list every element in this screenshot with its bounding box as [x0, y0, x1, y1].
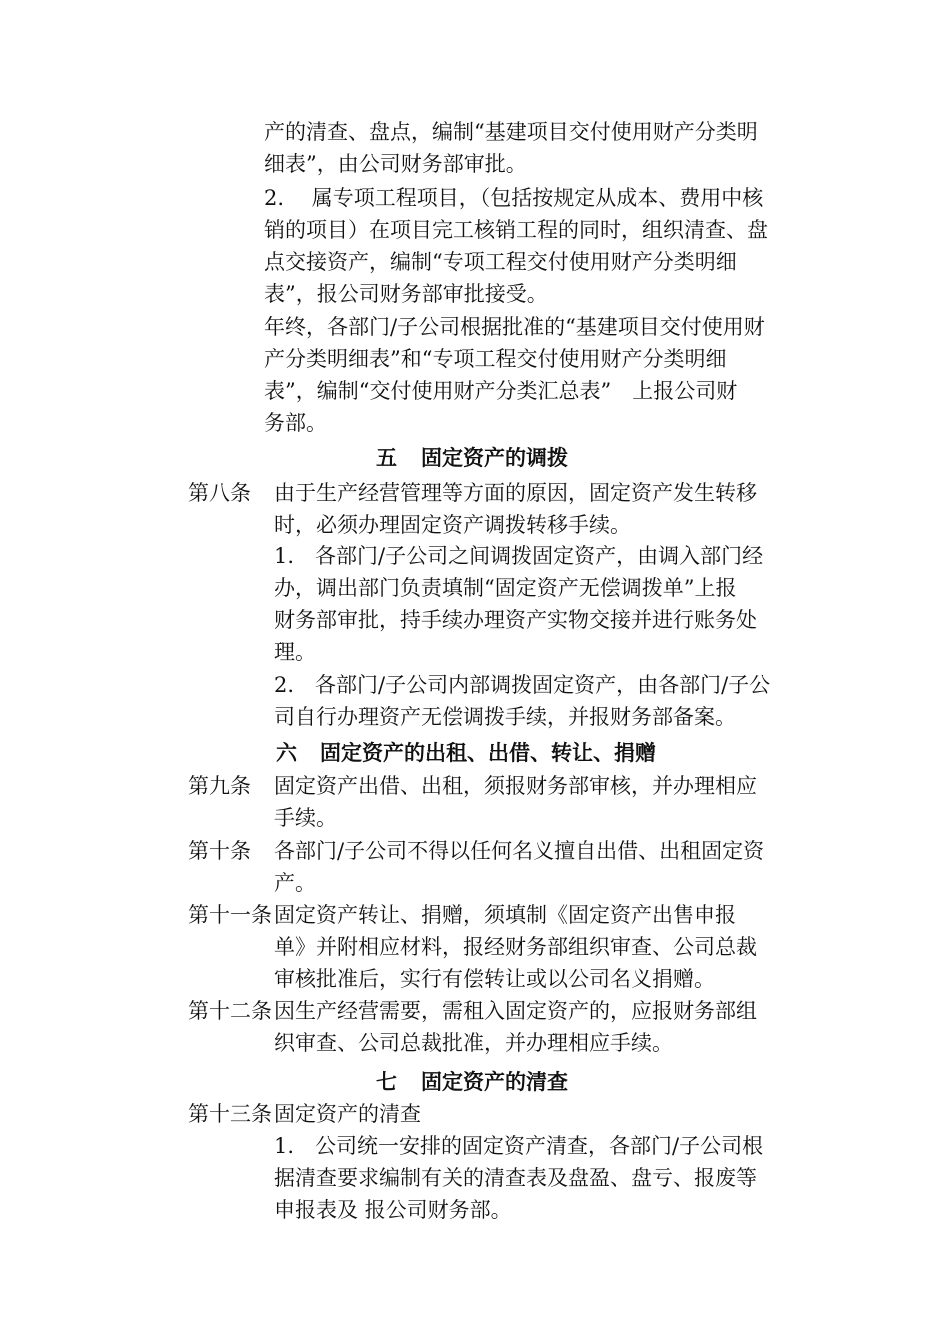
text-line: 由于生产经营管理等方面的原因，固定资产发生转移: [274, 481, 757, 505]
text-line: 司自行办理资产无偿调拨手续，并报财务部备案。: [274, 705, 736, 729]
text-line: 手续。: [274, 806, 337, 830]
text-line: 据清查要求编制有关的清查表及盘盈、盘亏、报废等: [274, 1166, 757, 1190]
text-line: 办，调出部门负责填制“固定资产无偿调拨单”上报: [274, 576, 737, 600]
section-number: 五: [376, 446, 397, 470]
text-line: 理。: [274, 640, 316, 664]
text-line: 因生产经营需要，需租入固定资产的，应报财务部组: [274, 999, 757, 1023]
article-body: [274, 995, 804, 1059]
section-title: 固定资产的调拨: [421, 446, 568, 470]
section-number: 六: [276, 741, 297, 765]
text-line: 时，必须办理固定资产调拨转移手续。: [274, 513, 631, 537]
section-title: 固定资产的清查: [421, 1070, 568, 1094]
year-end-paragraph: [264, 311, 824, 439]
article-label: 第十一条: [188, 903, 272, 927]
list-item-1-inter-department: [274, 540, 834, 668]
text-line: 各部门/子公司不得以任何名义擅自出借、出租固定资: [274, 839, 765, 863]
text-line: 产的清查、盘点，编制“基建项目交付使用财产分类明: [264, 120, 758, 144]
text-line: 固定资产的清查: [274, 1102, 421, 1126]
text-line: 1. 公司统一安排的固定资产清查，各部门/子公司根: [274, 1134, 764, 1158]
article-label: 第九条: [188, 774, 251, 798]
paragraph-continuation: [264, 116, 824, 180]
article-body: [274, 1098, 804, 1130]
list-item-1-inventory-check: [274, 1130, 834, 1226]
text-line: 务部。: [264, 411, 327, 435]
article-body: [274, 477, 804, 541]
section-title: 固定资产的出租、出借、转让、捐赠: [320, 741, 656, 765]
article-label: 第十二条: [188, 999, 272, 1023]
article-label: 第十条: [188, 839, 251, 863]
text-line: 销的项目）在项目完工核销工程的同时，组织清查、盘: [264, 218, 768, 242]
article-body: [274, 899, 804, 995]
text-line: 细表”，由公司财务部审批。: [264, 152, 527, 176]
text-line: 点交接资产，编制“专项工程交付使用财产分类明细: [264, 250, 737, 274]
text-line: 表”，编制“交付使用财产分类汇总表” 上报公司财: [264, 379, 738, 403]
text-line: 产。: [274, 871, 316, 895]
text-line: 2. 各部门/子公司内部调拨固定资产，由各部门/子公: [274, 673, 771, 697]
article-label: 第八条: [188, 481, 251, 505]
text-line: 1. 各部门/子公司之间调拨固定资产，由调入部门经: [274, 544, 764, 568]
article-body: [274, 835, 804, 899]
section-number: 七: [376, 1070, 397, 1094]
text-line: 年终，各部门/子公司根据批准的“基建项目交付使用财: [264, 315, 765, 339]
text-line: 单》并附相应材料，报经财务部组织审查、公司总裁: [274, 935, 757, 959]
article-label: 第十三条: [188, 1102, 272, 1126]
text-line: 2. 属专项工程项目，（包括按规定从成本、费用中核: [264, 186, 764, 210]
text-line: 织审查、公司总裁批准，并办理相应手续。: [274, 1031, 673, 1055]
text-line: 固定资产出借、出租，须报财务部审核，并办理相应: [274, 774, 757, 798]
text-line: 固定资产转让、捐赠，须填制《固定资产出售申报: [274, 903, 736, 927]
list-item-2-internal: [274, 669, 834, 733]
text-line: 审核批准后，实行有偿转让或以公司名义捐赠。: [274, 967, 715, 991]
text-line: 产分类明细表”和“专项工程交付使用财产分类明细: [264, 347, 727, 371]
text-line: 财务部审批，持手续办理资产实物交接并进行账务处: [274, 608, 757, 632]
list-item-2-special-projects: [264, 182, 824, 310]
article-body: [274, 770, 804, 834]
text-line: 申报表及 报公司财务部。: [274, 1198, 512, 1222]
text-line: 表”，报公司财务部审批接受。: [264, 282, 548, 306]
